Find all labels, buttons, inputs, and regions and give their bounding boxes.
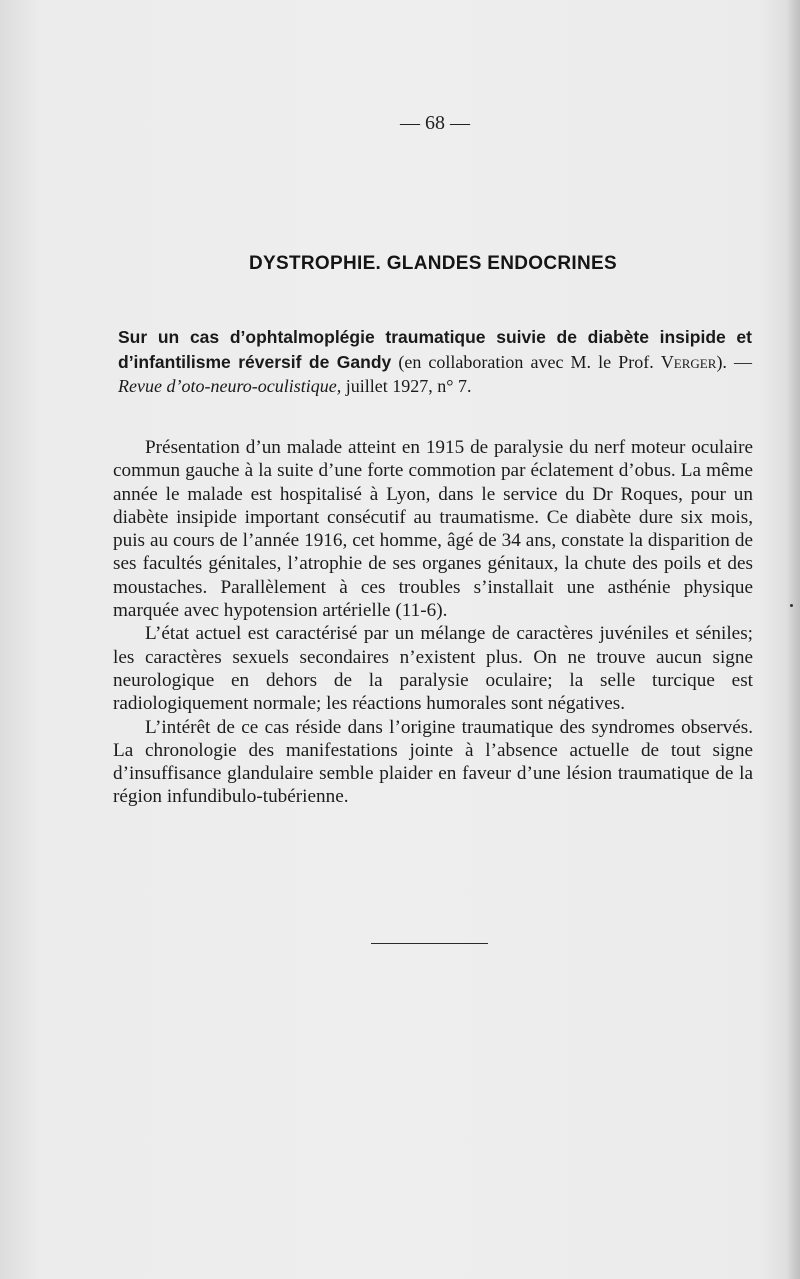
scan-speck <box>790 604 793 607</box>
reference-title: Sur un cas d’ophtalmoplégie traumatique suivie de diabète insipide et d’infantilisme réversif de Gandy <box>118 327 752 372</box>
reference-issue: juillet 1927, n° 7. <box>345 376 472 396</box>
section-divider <box>371 943 488 944</box>
bibliographic-reference <box>118 325 752 399</box>
paragraph-1: Présentation d’un malade atteint en 1915 de paralysie du nerf moteur oculaire commun gauche à la suite d’une forte commotion par éclatement d’obus. La même année le malade est hospitalisé à Lyon, dans le service du Dr Roques, pour un diabète insipide important consécutif au traumatisme. Ce diabète dure six mois, puis au cours de l’année 1916, cet homme, âgé de 34 ans, constate la disparition de ses facultés génitales, l’atrophie de ses organes génitaux, la chute des poils et des moustaches. Parallèlement à ces troubles s’installait une asthénie physique marquée avec hypotension artérielle (11-6). <box>113 437 753 622</box>
reference-coauthor: Verger <box>660 351 717 372</box>
section-title: DYSTROPHIE. GLANDES ENDOCRINES <box>249 253 617 274</box>
abstract-body <box>113 436 753 809</box>
reference-collaboration: (en collaboration avec M. le Prof. <box>398 351 654 372</box>
page-number: — 68 — <box>400 112 470 134</box>
page-edge-shadow <box>786 0 800 1279</box>
paragraph-2: L’état actuel est caractérisé par un mélange de caractères juvéniles et séniles; les caractères sexuels secondaires n’existent plus. On ne trouve aucun signe neurologique en dehors de la paralysie oculaire; la selle turcique est radiologiquement normale; les réactions humorales sont négatives. <box>113 623 753 715</box>
reference-separator: ). — <box>716 351 753 372</box>
reference-journal: Revue d’oto-neuro-oculistique, <box>118 376 342 396</box>
paragraph-3: L’intérêt de ce cas réside dans l’origine traumatique des syndromes observés. La chronologie des manifestations jointe à l’absence actuelle de tout signe d’insuffisance glandulaire semble plaider en faveur d’une lésion traumatique de la région infundibulo-tubérienne. <box>113 716 753 808</box>
